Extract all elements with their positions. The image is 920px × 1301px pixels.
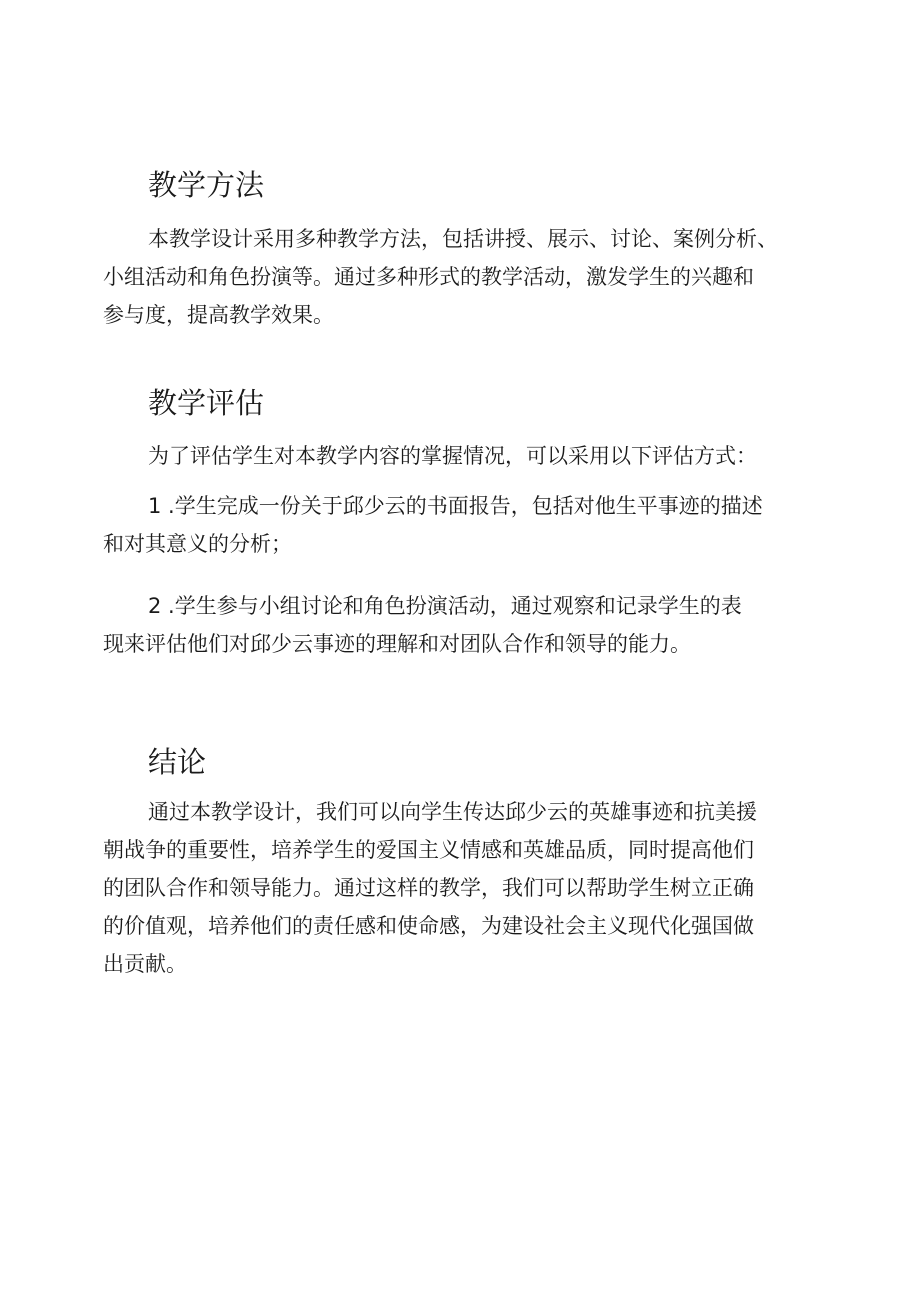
text-line: 通过本教学设计，我们可以向学生传达邱少云的英雄事迹和抗美援 [148, 800, 757, 824]
text-line: 的价值观，培养他们的责任感和使命感，为建设社会主义现代化强国做 [103, 914, 754, 938]
paragraph-teaching-methods [103, 220, 823, 334]
text-line: 参与度，提高教学效果。 [103, 303, 334, 327]
text-line: 为了评估学生对本教学内容的掌握情况，可以采用以下评估方式： [148, 444, 757, 468]
text-line: 朝战争的重要性，培养学生的爱国主义情感和英雄品质，同时提高他们 [103, 838, 754, 862]
text-line: 2 .学生参与小组讨论和角色扮演活动，通过观察和记录学生的表 [148, 594, 742, 618]
list-item-assessment-2 [103, 587, 823, 663]
text-line: 本教学设计采用多种教学方法，包括讲授、展示、讨论、案例分析、 [148, 227, 778, 251]
paragraph-assessment-intro [103, 437, 823, 475]
text-line: 和对其意义的分析； [103, 532, 292, 556]
text-line: 的团队合作和领导能力。通过这样的教学，我们可以帮助学生树立正确 [103, 876, 754, 900]
text-line: 小组活动和角色扮演等。通过多种形式的教学活动，激发学生的兴趣和 [103, 265, 754, 289]
section-heading-conclusion: 结论 [148, 745, 207, 779]
paragraph-conclusion [103, 793, 823, 983]
section-heading-teaching-assessment: 教学评估 [148, 386, 265, 420]
list-item-assessment-1 [103, 487, 823, 563]
text-line: 1 .学生完成一份关于邱少云的书面报告，包括对他生平事迹的描述 [148, 494, 763, 518]
text-line: 现来评估他们对邱少云事迹的理解和对团队合作和领导的能力。 [103, 632, 691, 656]
text-line: 出贡献。 [103, 952, 187, 976]
section-heading-teaching-methods: 教学方法 [148, 168, 265, 202]
